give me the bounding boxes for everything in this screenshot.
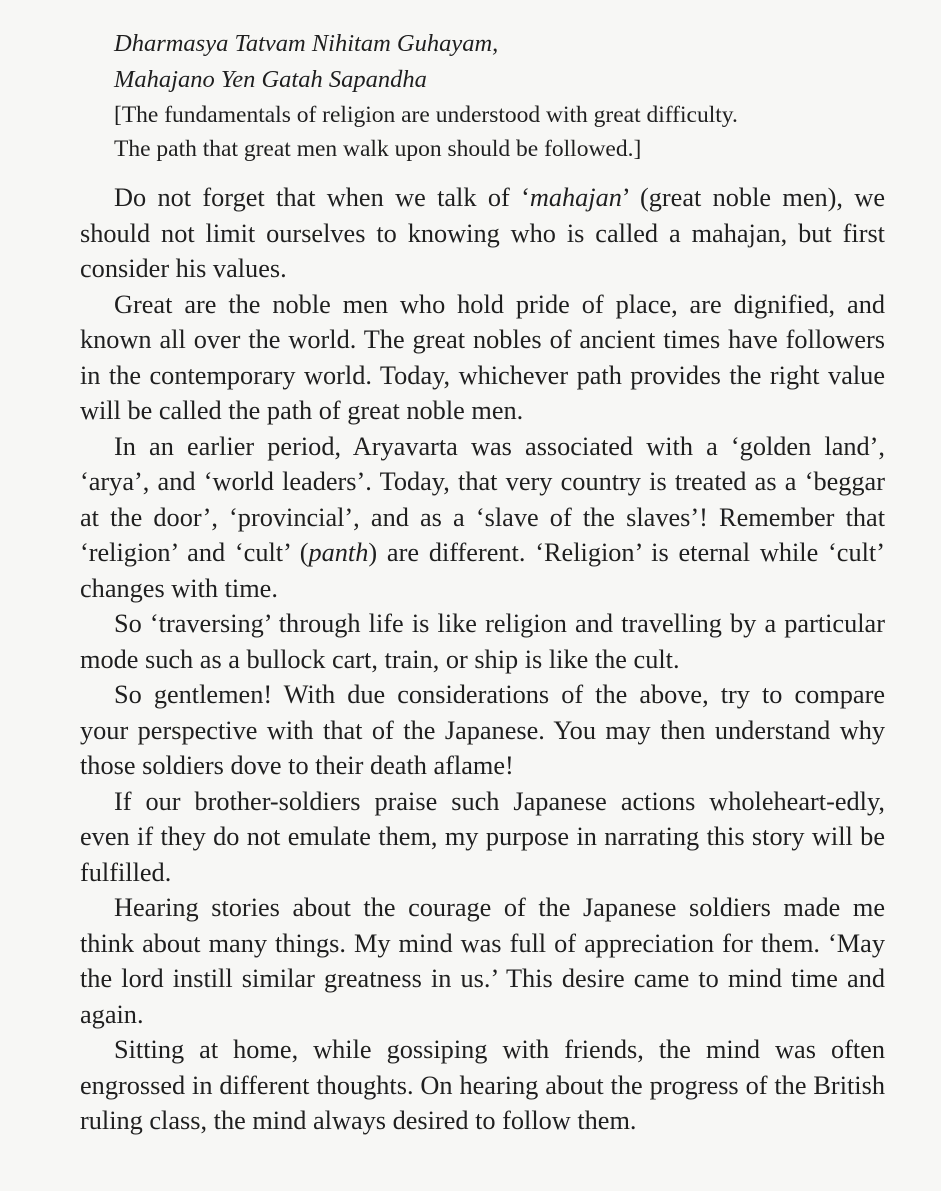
verse-translation-2: The path that great men walk upon should be followed.] [114, 136, 642, 162]
paragraph-gentlemen: So gentlemen! With due considerations of the above, try to compare your perspective with that of the Japanese. You may then understand why those soldiers dove to their death aflame! [80, 680, 885, 780]
book-page [80, 26, 885, 1139]
paragraph-sitting-at-home: Sitting at home, while gossiping with friends, the mind was often engrossed in different thoughts. On hearing about the progress of the British ruling class, the mind always desired to follow them. [80, 1035, 885, 1135]
body-text [80, 180, 885, 1139]
paragraph-text: ’ (great noble men), we should not limit ourselves to knowing who is called a mahajan, but first consider his values. [80, 183, 885, 283]
paragraph-text: ) are different. ‘Religion’ is eternal while ‘cult’ changes with time. [80, 538, 885, 603]
verse-translation-1: [The fundamentals of religion are understood with great difficulty. [114, 102, 738, 128]
paragraph-aryavarta [80, 429, 885, 607]
paragraph-courage: Hearing stories about the courage of the Japanese soldiers made me think about many things. My mind was full of appreciation for them. ‘May the lord instill similar greatness in us.’ This desire came to mind time and again. [80, 893, 885, 1029]
paragraph-mahajan [80, 180, 885, 287]
paragraph-brother-soldiers: If our brother-soldiers praise such Japanese actions wholeheart-edly, even if they do not emulate them, my purpose in narrating this story will be fulfilled. [80, 786, 885, 887]
verse-line-1: Dharmasya Tatvam Nihitam Guhayam, [114, 30, 499, 57]
emphasis-panth: panth [308, 538, 369, 567]
sanskrit-verse [114, 26, 885, 166]
paragraph-text: Do not forget that when we talk of ‘ [114, 183, 530, 212]
paragraph-traversing: So ‘traversing’ through life is like religion and travelling by a particular mode such as a bullock cart, train, or ship is like the cult. [80, 609, 885, 674]
emphasis-mahajan: mahajan [529, 183, 622, 212]
paragraph-great-nobles: Great are the noble men who hold pride of place, are dignified, and known all over the world. The great nobles of ancient times have followers in the contemporary world. Today, whichever path provides the right value will be called the path of great noble men. [80, 289, 885, 425]
verse-line-2: Mahajano Yen Gatah Sapandha [114, 66, 427, 93]
paragraph-text: In an earlier period, Aryavarta was associated with a ‘golden land’, ‘arya’, and ‘world leaders’. Today, that very country is treated as a ‘beggar at the door’, ‘provincial’, and as a ‘slave of the slaves’! Remember that ‘religion’ and ‘cult’ ( [80, 431, 885, 567]
